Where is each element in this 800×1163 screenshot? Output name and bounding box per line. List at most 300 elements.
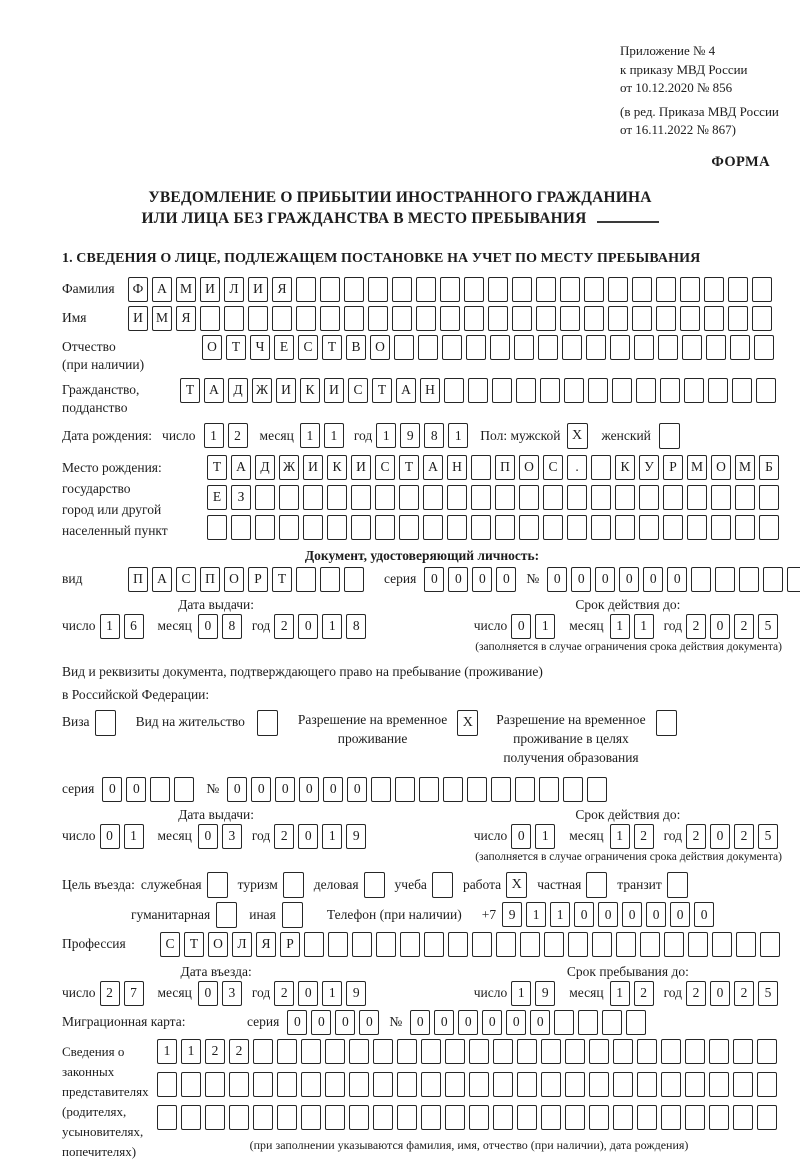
char-cell[interactable] [554,1010,574,1035]
char-cell[interactable]: Ж [252,378,272,403]
char-cell[interactable]: С [160,932,180,957]
char-cell[interactable] [301,1072,321,1097]
char-cell[interactable] [732,378,752,403]
char-cell[interactable] [560,277,580,302]
char-cell[interactable]: Р [663,455,683,480]
char-cell[interactable] [320,277,340,302]
char-cell[interactable] [397,1105,417,1130]
char-cell[interactable] [708,378,728,403]
char-cell[interactable]: 1 [376,423,396,448]
char-cell[interactable] [516,378,536,403]
char-cell[interactable]: 0 [506,1010,526,1035]
char-cell[interactable]: 0 [710,614,730,639]
char-cell[interactable] [368,306,388,331]
char-cell[interactable]: Т [322,335,342,360]
char-cell[interactable] [421,1072,441,1097]
char-cell[interactable] [704,306,724,331]
char-cell[interactable]: Т [184,932,204,957]
purpose-work-checkbox[interactable]: X [506,872,527,898]
purpose-other-checkbox[interactable] [282,902,303,928]
char-cell[interactable] [685,1039,705,1064]
char-cell[interactable] [493,1105,513,1130]
char-cell[interactable] [578,1010,598,1035]
char-cell[interactable] [514,335,534,360]
char-cell[interactable] [661,1105,681,1130]
purpose-official-checkbox[interactable] [207,872,228,898]
char-cell[interactable] [447,515,467,540]
char-cell[interactable] [301,1039,321,1064]
char-cell[interactable] [584,306,604,331]
char-cell[interactable]: Б [759,455,779,480]
char-cell[interactable]: 0 [458,1010,478,1035]
char-cell[interactable] [397,1072,417,1097]
char-cell[interactable] [685,1105,705,1130]
char-cell[interactable] [416,277,436,302]
char-cell[interactable] [591,485,611,510]
char-cell[interactable] [687,515,707,540]
char-cell[interactable] [540,378,560,403]
char-cell[interactable] [349,1105,369,1130]
char-cell[interactable] [735,485,755,510]
char-cell[interactable]: 2 [228,423,248,448]
char-cell[interactable]: 0 [335,1010,355,1035]
char-cell[interactable] [735,515,755,540]
char-cell[interactable] [568,932,588,957]
char-cell[interactable] [584,277,604,302]
char-cell[interactable]: 1 [535,614,555,639]
char-cell[interactable]: 1 [157,1039,177,1064]
char-cell[interactable] [637,1039,657,1064]
char-cell[interactable] [296,306,316,331]
char-cell[interactable] [325,1039,345,1064]
char-cell[interactable] [711,515,731,540]
char-cell[interactable]: 2 [634,824,654,849]
char-cell[interactable]: А [204,378,224,403]
visa-checkbox[interactable] [95,710,116,736]
char-cell[interactable] [592,932,612,957]
char-cell[interactable]: 0 [511,824,531,849]
char-cell[interactable] [661,1072,681,1097]
char-cell[interactable] [616,932,636,957]
char-cell[interactable] [418,335,438,360]
char-cell[interactable] [632,306,652,331]
char-cell[interactable] [787,567,800,592]
char-cell[interactable] [712,932,732,957]
char-cell[interactable]: 8 [346,614,366,639]
char-cell[interactable]: 0 [126,777,146,802]
char-cell[interactable] [588,378,608,403]
char-cell[interactable] [351,515,371,540]
char-cell[interactable] [205,1072,225,1097]
char-cell[interactable]: 9 [400,423,420,448]
char-cell[interactable] [447,485,467,510]
char-cell[interactable] [376,932,396,957]
char-cell[interactable]: В [346,335,366,360]
char-cell[interactable]: 3 [222,981,242,1006]
char-cell[interactable] [757,1105,777,1130]
char-cell[interactable] [752,306,772,331]
char-cell[interactable] [224,306,244,331]
char-cell[interactable] [733,1105,753,1130]
char-cell[interactable]: 9 [535,981,555,1006]
char-cell[interactable] [373,1039,393,1064]
char-cell[interactable] [567,515,587,540]
char-cell[interactable] [709,1105,729,1130]
char-cell[interactable]: И [276,378,296,403]
char-cell[interactable] [277,1039,297,1064]
char-cell[interactable] [586,335,606,360]
char-cell[interactable]: 1 [204,423,224,448]
char-cell[interactable] [464,306,484,331]
char-cell[interactable]: 0 [227,777,247,802]
char-cell[interactable]: Я [272,277,292,302]
char-cell[interactable]: 0 [287,1010,307,1035]
char-cell[interactable] [733,1039,753,1064]
char-cell[interactable] [608,277,628,302]
char-cell[interactable] [541,1039,561,1064]
char-cell[interactable]: 7 [124,981,144,1006]
char-cell[interactable]: Е [274,335,294,360]
char-cell[interactable] [704,277,724,302]
char-cell[interactable] [615,515,635,540]
char-cell[interactable] [423,485,443,510]
char-cell[interactable] [757,1039,777,1064]
char-cell[interactable]: К [300,378,320,403]
char-cell[interactable]: 0 [275,777,295,802]
char-cell[interactable] [760,932,780,957]
char-cell[interactable] [325,1072,345,1097]
char-cell[interactable] [754,335,774,360]
char-cell[interactable] [517,1105,537,1130]
char-cell[interactable] [736,932,756,957]
char-cell[interactable] [536,306,556,331]
char-cell[interactable]: 2 [274,614,294,639]
char-cell[interactable] [613,1039,633,1064]
char-cell[interactable] [328,932,348,957]
char-cell[interactable] [730,335,750,360]
char-cell[interactable] [520,932,540,957]
char-cell[interactable] [373,1072,393,1097]
char-cell[interactable] [392,277,412,302]
char-cell[interactable]: . [567,455,587,480]
char-cell[interactable] [421,1039,441,1064]
char-cell[interactable] [344,277,364,302]
char-cell[interactable] [277,1072,297,1097]
char-cell[interactable] [637,1072,657,1097]
char-cell[interactable] [639,485,659,510]
char-cell[interactable] [519,485,539,510]
char-cell[interactable] [664,932,684,957]
char-cell[interactable] [632,277,652,302]
char-cell[interactable]: Т [180,378,200,403]
char-cell[interactable]: 0 [571,567,591,592]
char-cell[interactable]: Ч [250,335,270,360]
char-cell[interactable]: Л [224,277,244,302]
char-cell[interactable]: 5 [758,981,778,1006]
char-cell[interactable] [562,335,582,360]
char-cell[interactable] [709,1072,729,1097]
char-cell[interactable] [255,515,275,540]
char-cell[interactable]: П [200,567,220,592]
char-cell[interactable] [205,1105,225,1130]
char-cell[interactable] [728,277,748,302]
char-cell[interactable] [248,306,268,331]
char-cell[interactable]: 2 [100,981,120,1006]
char-cell[interactable] [421,1105,441,1130]
char-cell[interactable] [538,335,558,360]
char-cell[interactable] [634,335,654,360]
char-cell[interactable] [445,1105,465,1130]
char-cell[interactable] [368,277,388,302]
char-cell[interactable]: Н [447,455,467,480]
char-cell[interactable] [472,932,492,957]
char-cell[interactable]: 2 [205,1039,225,1064]
char-cell[interactable]: 5 [758,824,778,849]
char-cell[interactable] [349,1039,369,1064]
char-cell[interactable]: И [303,455,323,480]
char-cell[interactable]: О [370,335,390,360]
char-cell[interactable] [471,515,491,540]
char-cell[interactable] [466,335,486,360]
char-cell[interactable]: 0 [100,824,120,849]
purpose-private-checkbox[interactable] [586,872,607,898]
char-cell[interactable] [493,1072,513,1097]
char-cell[interactable] [591,455,611,480]
char-cell[interactable] [564,378,584,403]
char-cell[interactable] [560,306,580,331]
char-cell[interactable]: И [351,455,371,480]
char-cell[interactable] [711,485,731,510]
char-cell[interactable] [325,1105,345,1130]
char-cell[interactable] [587,777,607,802]
char-cell[interactable] [517,1039,537,1064]
char-cell[interactable] [207,515,227,540]
purpose-tourism-checkbox[interactable] [283,872,304,898]
char-cell[interactable]: 1 [322,614,342,639]
char-cell[interactable]: 1 [610,824,630,849]
char-cell[interactable] [371,777,391,802]
char-cell[interactable] [490,335,510,360]
char-cell[interactable] [543,515,563,540]
char-cell[interactable] [565,1072,585,1097]
char-cell[interactable]: Н [420,378,440,403]
char-cell[interactable]: 2 [274,981,294,1006]
char-cell[interactable]: Я [256,932,276,957]
char-cell[interactable] [399,515,419,540]
char-cell[interactable]: 1 [535,824,555,849]
char-cell[interactable]: С [543,455,563,480]
char-cell[interactable] [469,1039,489,1064]
char-cell[interactable]: 0 [198,614,218,639]
char-cell[interactable] [610,335,630,360]
char-cell[interactable] [763,567,783,592]
char-cell[interactable] [423,515,443,540]
char-cell[interactable] [157,1072,177,1097]
char-cell[interactable]: 5 [758,614,778,639]
char-cell[interactable] [565,1105,585,1130]
char-cell[interactable]: 0 [622,902,642,927]
char-cell[interactable] [688,932,708,957]
char-cell[interactable] [419,777,439,802]
char-cell[interactable] [682,335,702,360]
char-cell[interactable] [543,485,563,510]
char-cell[interactable] [157,1105,177,1130]
char-cell[interactable] [615,485,635,510]
char-cell[interactable] [660,378,680,403]
char-cell[interactable]: 1 [610,614,630,639]
char-cell[interactable] [661,1039,681,1064]
char-cell[interactable] [320,306,340,331]
char-cell[interactable] [539,777,559,802]
char-cell[interactable] [349,1072,369,1097]
char-cell[interactable]: 2 [686,824,706,849]
char-cell[interactable] [709,1039,729,1064]
char-cell[interactable] [471,455,491,480]
char-cell[interactable]: 0 [448,567,468,592]
char-cell[interactable]: П [495,455,515,480]
char-cell[interactable] [400,932,420,957]
char-cell[interactable] [231,515,251,540]
char-cell[interactable]: 0 [646,902,666,927]
char-cell[interactable] [352,932,372,957]
char-cell[interactable] [375,515,395,540]
char-cell[interactable]: С [348,378,368,403]
char-cell[interactable] [301,1105,321,1130]
char-cell[interactable]: М [176,277,196,302]
char-cell[interactable]: 0 [598,902,618,927]
char-cell[interactable] [375,485,395,510]
char-cell[interactable] [541,1105,561,1130]
char-cell[interactable]: А [152,567,172,592]
char-cell[interactable]: 0 [530,1010,550,1035]
char-cell[interactable]: 0 [359,1010,379,1035]
char-cell[interactable] [685,1072,705,1097]
residence-permit-checkbox[interactable] [257,710,278,736]
char-cell[interactable]: 8 [222,614,242,639]
char-cell[interactable] [663,485,683,510]
char-cell[interactable] [512,306,532,331]
char-cell[interactable] [181,1105,201,1130]
char-cell[interactable] [392,306,412,331]
purpose-transit-checkbox[interactable] [667,872,688,898]
char-cell[interactable] [663,515,683,540]
char-cell[interactable]: 2 [734,824,754,849]
char-cell[interactable]: 0 [298,981,318,1006]
char-cell[interactable]: 0 [434,1010,454,1035]
char-cell[interactable]: 1 [511,981,531,1006]
char-cell[interactable] [739,567,759,592]
char-cell[interactable]: 0 [323,777,343,802]
char-cell[interactable] [424,932,444,957]
char-cell[interactable] [589,1105,609,1130]
char-cell[interactable] [327,515,347,540]
char-cell[interactable] [637,1105,657,1130]
char-cell[interactable] [706,335,726,360]
char-cell[interactable]: А [152,277,172,302]
char-cell[interactable] [469,1105,489,1130]
char-cell[interactable] [495,485,515,510]
char-cell[interactable]: 0 [643,567,663,592]
char-cell[interactable]: 2 [686,614,706,639]
char-cell[interactable]: 0 [619,567,639,592]
char-cell[interactable]: 9 [502,902,522,927]
char-cell[interactable] [656,306,676,331]
char-cell[interactable]: 9 [346,824,366,849]
char-cell[interactable] [440,277,460,302]
char-cell[interactable]: 0 [472,567,492,592]
char-cell[interactable]: И [128,306,148,331]
char-cell[interactable] [640,932,660,957]
char-cell[interactable]: 0 [496,567,516,592]
char-cell[interactable]: А [423,455,443,480]
char-cell[interactable] [150,777,170,802]
char-cell[interactable]: А [396,378,416,403]
char-cell[interactable] [656,277,676,302]
char-cell[interactable] [464,277,484,302]
char-cell[interactable] [602,1010,622,1035]
char-cell[interactable] [272,306,292,331]
char-cell[interactable] [467,777,487,802]
char-cell[interactable] [320,567,340,592]
char-cell[interactable]: 0 [547,567,567,592]
char-cell[interactable] [445,1072,465,1097]
char-cell[interactable] [512,277,532,302]
char-cell[interactable]: М [687,455,707,480]
char-cell[interactable] [444,378,464,403]
char-cell[interactable]: 1 [448,423,468,448]
char-cell[interactable] [181,1072,201,1097]
char-cell[interactable]: Д [255,455,275,480]
char-cell[interactable]: О [519,455,539,480]
char-cell[interactable]: 2 [686,981,706,1006]
char-cell[interactable]: 0 [198,981,218,1006]
char-cell[interactable]: Т [372,378,392,403]
char-cell[interactable] [691,567,711,592]
char-cell[interactable]: Т [399,455,419,480]
char-cell[interactable]: З [231,485,251,510]
char-cell[interactable] [493,1039,513,1064]
char-cell[interactable]: 1 [634,614,654,639]
char-cell[interactable]: 0 [710,981,730,1006]
char-cell[interactable] [515,777,535,802]
char-cell[interactable]: О [711,455,731,480]
char-cell[interactable] [541,1072,561,1097]
char-cell[interactable] [303,485,323,510]
char-cell[interactable]: Ж [279,455,299,480]
char-cell[interactable] [567,485,587,510]
char-cell[interactable] [277,1105,297,1130]
char-cell[interactable] [639,515,659,540]
char-cell[interactable] [612,378,632,403]
char-cell[interactable]: 0 [311,1010,331,1035]
char-cell[interactable] [279,485,299,510]
char-cell[interactable] [229,1105,249,1130]
char-cell[interactable]: 1 [526,902,546,927]
char-cell[interactable] [471,485,491,510]
char-cell[interactable]: 0 [667,567,687,592]
char-cell[interactable] [468,378,488,403]
char-cell[interactable]: 1 [100,614,120,639]
purpose-humanitarian-checkbox[interactable] [216,902,237,928]
char-cell[interactable] [680,277,700,302]
char-cell[interactable] [229,1072,249,1097]
char-cell[interactable]: Т [226,335,246,360]
char-cell[interactable]: Т [207,455,227,480]
char-cell[interactable] [279,515,299,540]
char-cell[interactable]: 1 [181,1039,201,1064]
female-checkbox[interactable] [659,423,680,449]
char-cell[interactable] [728,306,748,331]
